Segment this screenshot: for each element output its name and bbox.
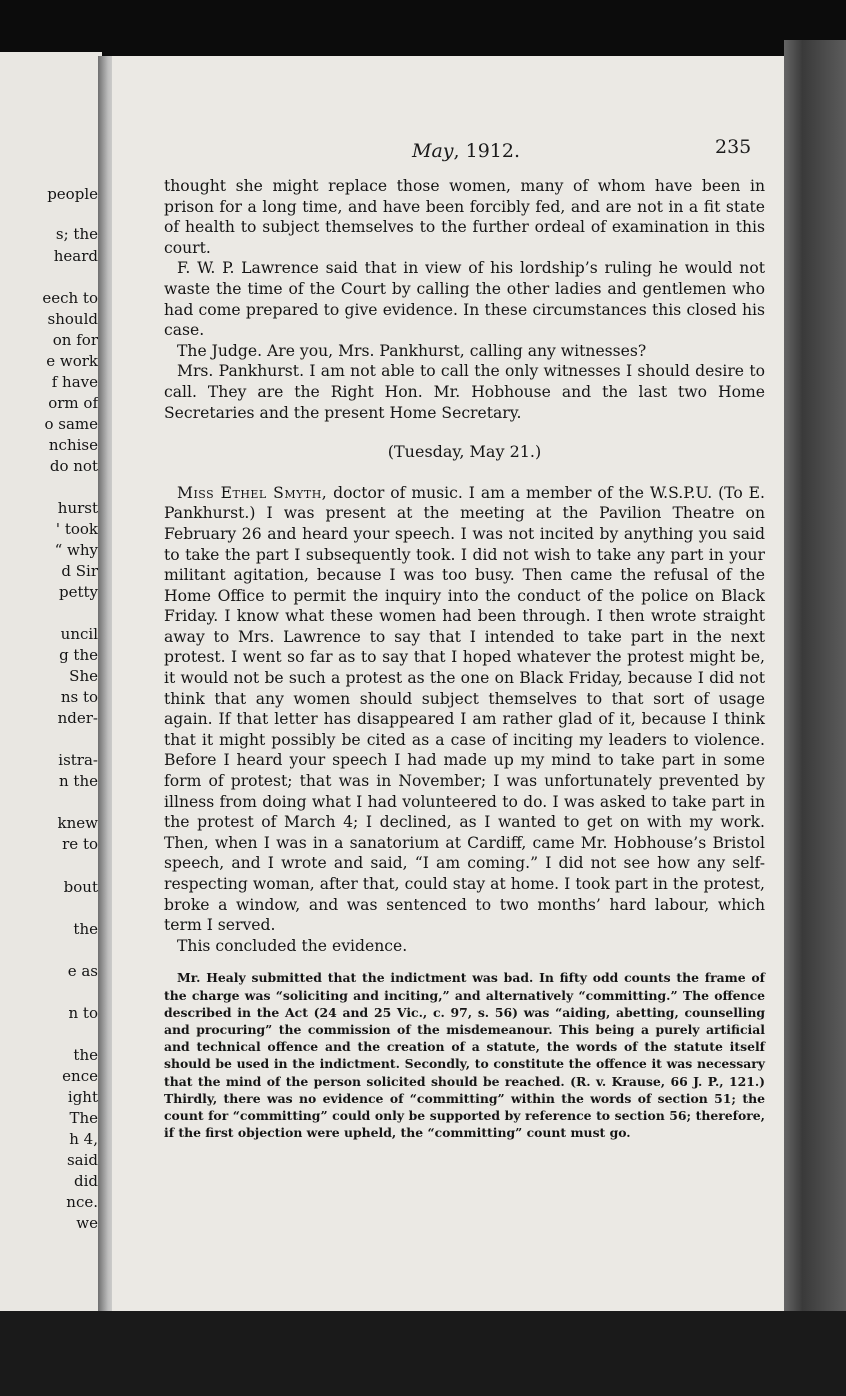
paragraph: F. W. P. Lawrence said that in view of his lordship’s ruling he would not waste the time of the Court by calling the other ladies and gentlemen who had come prepared to give evidence. In these circumstances this closed his case. [164,259,765,340]
left-page-line: should [47,310,98,328]
page-number: 235 [715,136,752,158]
left-page-line: g the [59,646,98,664]
testimony-text: doctor of music. I am a member of the W.S.P.U. (To E. Pankhurst.) I was present at the meeting at the Pavilion Theatre on February 26 and heard your speech. I was not incited by anything you said to take the part I subsequently took. I did not wish to take any part in your militant agitation, because I was too busy. Then came the refusal of the Home Office to permit the inquiry into the conduct of the police on Black Friday. I know what these women had been through. I then wrote straight away to Mrs. Lawrence to say that I intended to take part in the next protest. I went so far as to say that I hoped whatever the protest might be, it would not be such a protest as the one on Black Friday, because I did not think that any women should subject themselves to that sort of usage again. If that letter has disappeared I am rather glad of it, because I think that it might possibly be cited as a case of inciting my leaders to violence. Before I heard your speech I had made up my mind to take part in some form of protest; that was in November; I was unfortunately prevented by illness from doing what I had volunteered to do. I was asked to take part in the protest of March 4; I declined, as I wanted to get on with my work. Then, when I was in a sanatorium at Cardiff, came Mr. Hobhouse’s Bristol speech, and I wrote and said, “I am coming.” I did not see how any self-respecting woman, after that, could stay at home. I took part in the protest, broke a window, and was sentenced to two months’ hard labour, which term I served. [164,483,765,935]
left-page-line: re to [62,835,98,853]
left-page-line: petty [58,583,98,601]
left-page-line: n to [68,1004,98,1022]
right-page [112,56,784,1311]
background-top-edge [0,0,846,58]
witness-name: Miss Ethel Smyth, [177,483,328,502]
running-header [412,140,520,162]
left-page-line: e work [46,352,98,370]
left-page-line: heard [53,247,98,265]
left-page-line: ence [62,1067,98,1085]
header-month: May [412,140,454,162]
left-page-line: n the [59,772,98,790]
paragraph: The Judge. Are you, Mrs. Pankhurst, calling any witnesses? [177,341,647,360]
left-page-line: f have [51,373,98,391]
left-page-line: knew [57,814,98,832]
left-page-line: on for [52,331,98,349]
left-page-line: hurst [57,499,98,517]
date-heading: (Tuesday, May 21.) [387,442,542,462]
left-page-line: istra- [58,751,98,769]
paragraph: thought she might replace those women, many of whom have been in prison for a long time, and have been forcibly fed, and are not in a fit state of health to subject themselves to the further ordeal of examination in this court. [164,177,765,257]
left-page-line: o same [44,415,98,433]
left-page-line: bout [63,878,98,896]
left-page-line: eech to [42,289,98,307]
body-text [164,176,765,1141]
left-page-line: The [69,1109,98,1127]
left-page-line: the [73,1046,98,1064]
left-page-line: h 4, [69,1130,98,1148]
left-page-line: “ why [54,541,98,559]
left-page-fragment [0,52,102,1342]
left-page-line: uncil [60,625,98,643]
left-page-line: nder- [57,709,98,727]
header-year: , 1912. [453,140,521,162]
left-page-line: we [76,1214,98,1232]
left-page-line: She [69,667,98,685]
left-page-line: the [73,920,98,938]
left-page-line: nce. [66,1193,98,1211]
paragraph: This concluded the evidence. [177,936,408,955]
bottom-shadow [0,1311,846,1396]
left-page-line: d Sir [61,562,98,580]
legal-argument-paragraph: Mr. Healy submitted that the indictment was bad. In fifty odd counts the frame of the charge was “soliciting and inciting,” and alternatively “committing.” The offence described in the Act (24 and 25 Vic., c. 97, s. 56) was “aiding, abetting, counselling and procuring” the commission of the misdemeanour. This being a purely artificial and technical offence and the creation of a statute, the words of the statute itself should be used in the indictment. Secondly, to constitute the offence it was necessary that the mind of the person solicited should be reached. (R. v. Krause, 66 J. P., 121.) Thirdly, there was no evidence of “committing” within the words of section 51; the count for “committing” could only be supported by reference to section 56; therefore, if the first objection were upheld, the “committing” count must go. [164,970,765,1141]
left-page-line: ight [67,1088,98,1106]
testimony-paragraph [164,483,765,936]
left-page-line: did [73,1172,98,1190]
left-page-line: orm of [48,394,98,412]
left-page-line: people [47,185,98,203]
left-page-line: ' took [55,520,98,538]
paragraph: Mrs. Pankhurst. I am not able to call the only witnesses I should desire to call. They are the Right Hon. Mr. Hobhouse and the last two Home Secretaries and the present Home Secretary. [164,362,765,422]
left-page-line: ns to [60,688,98,706]
left-page-line: s; the [55,225,98,243]
right-shadow [784,40,846,1396]
left-page-line: nchise [48,436,98,454]
left-page-line: do not [49,457,98,475]
left-page-line: said [66,1151,98,1169]
left-page-line: e as [67,962,98,980]
